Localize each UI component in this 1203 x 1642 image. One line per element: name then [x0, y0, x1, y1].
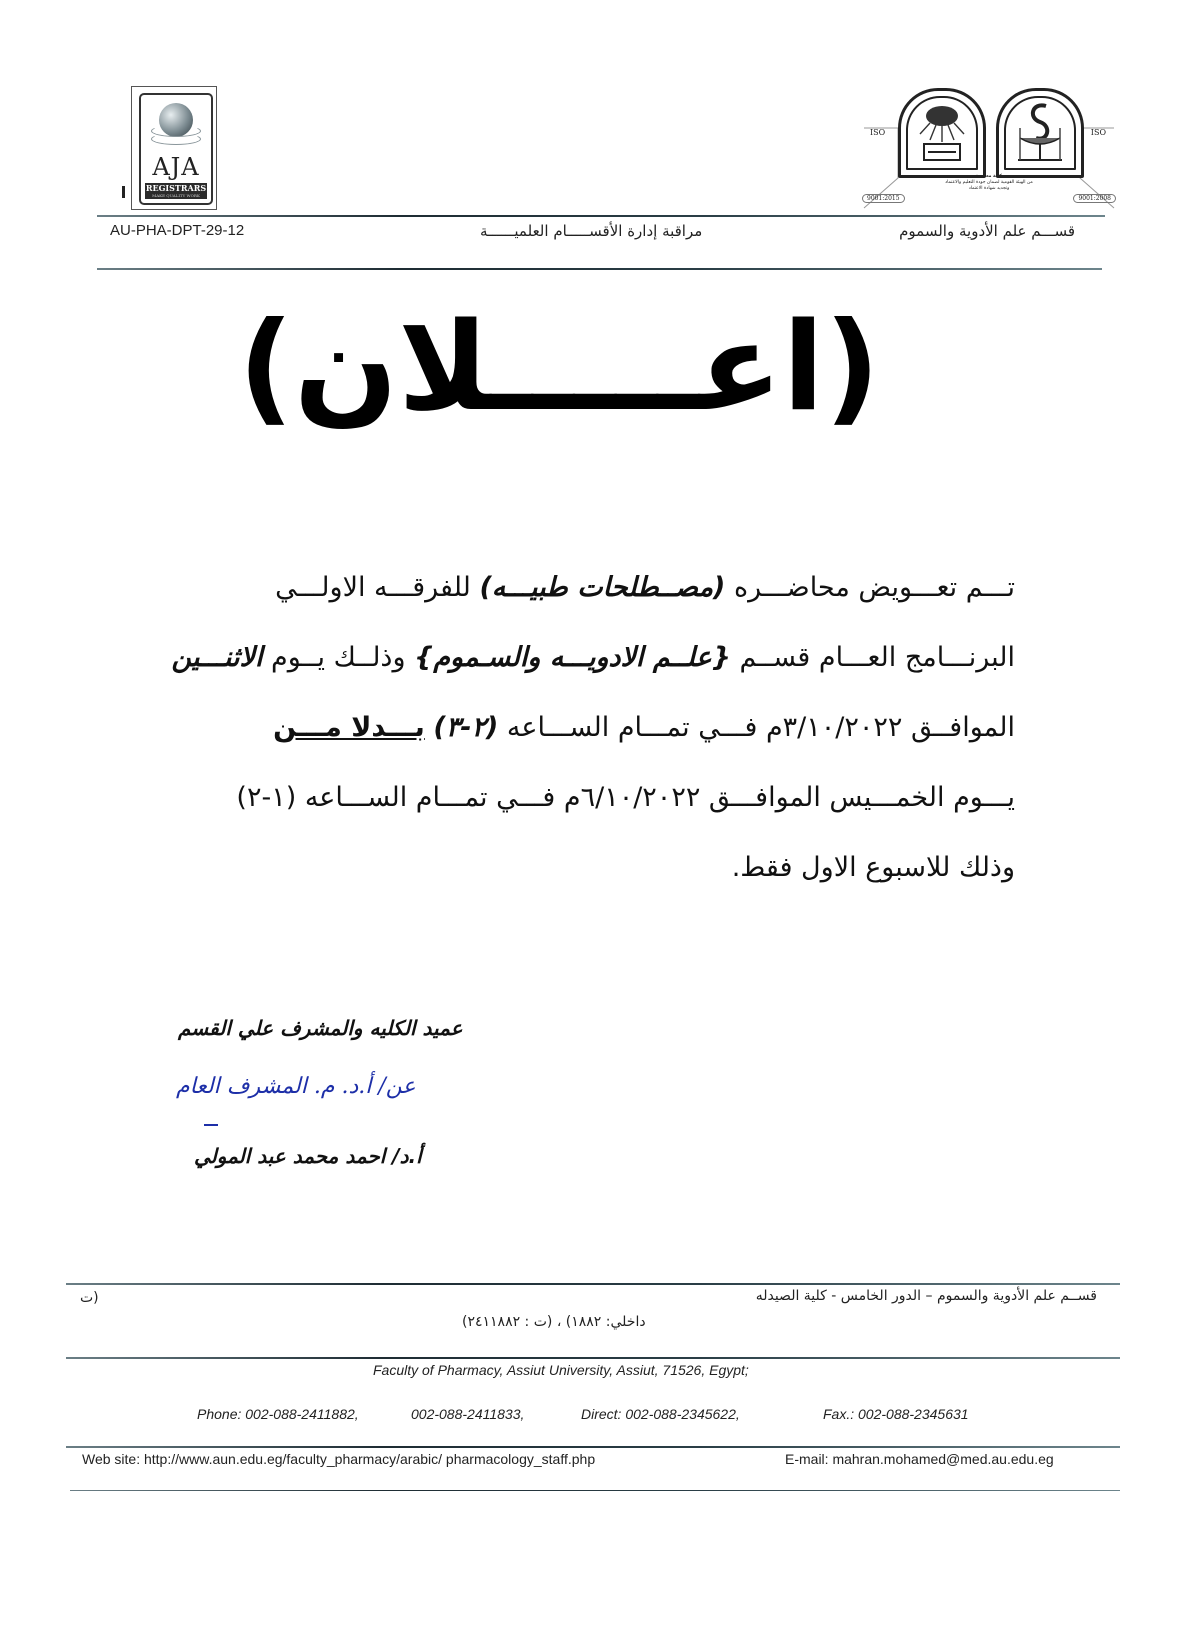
footer-divider-1 [66, 1283, 1120, 1285]
header-center-text: مراقبة إدارة الأقســـــام العلميــــــة [480, 222, 703, 240]
footer-direct-phone: Direct: 002-088-2345622, [581, 1406, 740, 1422]
department-name: قســـم علم الأدوية والسموم [899, 222, 1075, 240]
department-ref: {علــم الادويـــه والسـموم} [414, 642, 731, 673]
sun-emblem-icon [908, 98, 976, 168]
iso-standard-left: 9001:2015 [862, 194, 905, 203]
header-divider-bottom [97, 268, 1102, 270]
announcement-title: (اعـــــلان) [238, 296, 880, 438]
signature-stroke [204, 1124, 218, 1126]
aja-logo-band: REGISTRARS MAKE QUALITY WORK [145, 183, 207, 198]
body-line-3: الموافــق ٣/١٠/٢٠٢٢م فـــي تمـــام الســـاعه (٢-٣) بـــدلا مـــن [273, 712, 1015, 743]
footer-phone-2: 002-088-2411833, [411, 1406, 525, 1422]
document-code: AU-PHA-DPT-29-12 [110, 222, 245, 239]
instead-of-label: بـــدلا مـــن [273, 712, 425, 743]
university-emblem [898, 88, 986, 178]
footer-divider-2 [66, 1357, 1120, 1359]
header-divider-top [97, 215, 1105, 217]
signatory-role: عميد الكليه والمشرف علي القسم [178, 1016, 463, 1040]
footer-email: E-mail: mahran.mohamed@med.au.edu.eg [785, 1451, 1054, 1467]
footer-address-ar: قســم علم الأدوية والسموم – الدور الخامس - كلية الصيدله [755, 1288, 1097, 1304]
new-time: (٢-٣) [433, 712, 499, 743]
body-line-4: يـــوم الخمـــيس الموافـــق ٦/١٠/٢٠٢٢م فـــي تمـــام الســـاعه (١-٢) [236, 782, 1015, 813]
course-name: (مصــطلحات طبيـــه) [479, 572, 726, 603]
footer-phone-1: Phone: 002-088-2411882, [197, 1406, 359, 1422]
handwritten-signature: عن/ أ.د. م. المشرف العام [176, 1074, 416, 1099]
scan-mark [122, 186, 125, 198]
aja-logo-name: AJA [152, 153, 200, 181]
footer-divider-3 [66, 1446, 1120, 1448]
aja-registrars-logo [131, 86, 217, 210]
footer-fax: Fax.: 002-088-2345631 [823, 1406, 969, 1422]
day-name: الاثنـــين [171, 642, 263, 673]
footer-website: Web site: http://www.aun.edu.eg/faculty_pharmacy/arabic/ pharmacology_staff.php [82, 1451, 596, 1467]
accreditation-text: كلية معتمدة من الهيئة القومية لضمان جودة التعليم والاعتماد وتجديد شهادة الاعتماد [945, 174, 1033, 191]
footer-address-en: Faculty of Pharmacy, Assiut University, Assiut, 71526, Egypt; [373, 1362, 749, 1378]
body-line-1: تـــم تعـــويض محاضـــره (مصــطلحات طبيـــه) للفرقـــه الاولـــي [275, 572, 1015, 603]
pharmacy-emblem [996, 88, 1084, 178]
body-line-2: البرنـــامج العـــام قســم {علــم الادويـــه والسـموم} وذلــك يــوم الاثنـــين [171, 642, 1015, 673]
footer-divider-4 [70, 1490, 1120, 1491]
iso-label-left: ISO [870, 128, 886, 137]
assiut-university-pharmacy-logo [860, 86, 1118, 210]
footer-extension: داخلي: ١٨٨٢) ، (ت : ٢٤١١٨٨٢) [462, 1314, 646, 1330]
iso-standard-right: 9001:2008 [1073, 194, 1116, 203]
iso-label-right: ISO [1090, 128, 1106, 137]
footer-fragment: (ت [80, 1290, 99, 1306]
snake-bowl-icon [1006, 98, 1074, 168]
body-line-5: وذلك للاسبوع الاول فقط. [731, 852, 1015, 883]
signatory-name: أ.د/ احمد محمد عبد المولي [194, 1144, 422, 1168]
